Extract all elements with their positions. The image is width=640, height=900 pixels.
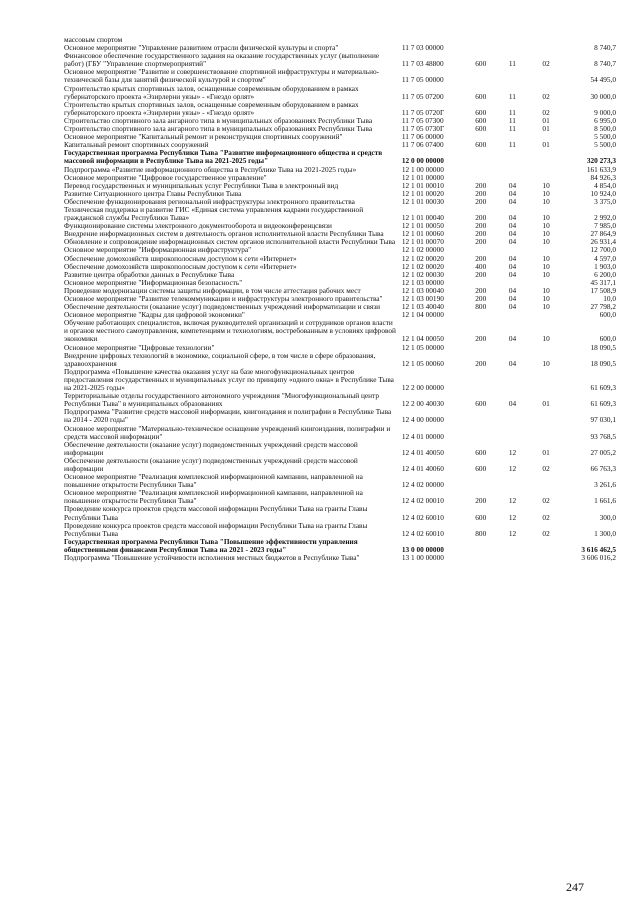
row-section: 12 xyxy=(508,463,517,473)
row-code: 11 7 03 00000 xyxy=(401,43,444,53)
row-name: массовым спортом xyxy=(64,35,123,44)
table-row xyxy=(64,85,616,101)
row-name: Строительство спортивного зала ангарного типа в муниципальных образованиях Республики Тыва xyxy=(64,115,373,125)
row-code: 12 1 01 00020 xyxy=(401,188,444,198)
row-expense-type: 200 xyxy=(475,358,487,368)
row-code: 12 1 03 00040 xyxy=(401,285,444,295)
row-section xyxy=(507,149,541,165)
row-name: Обеспечение деятельности (оказание услуг) подведомственных учреждений средств массовой информации xyxy=(64,439,358,457)
row-name: Финансовое обеспечение государственного задания на оказание государственных услуг (выполнение работ) (ГБУ "Управление спортмероприятий" xyxy=(64,51,380,69)
row-amount: 27 005,2 xyxy=(590,447,616,457)
row-code: 13 1 00 00000 xyxy=(401,553,444,562)
row-subsection xyxy=(540,368,574,392)
row-section: 11 xyxy=(508,140,516,150)
row-name: Основное мероприятие "Цифровые технологии" xyxy=(64,342,215,352)
row-name: Основное мероприятие "Материально-техническое оснащение учреждений книгоиздания, полиграфии и средств массовой информации" xyxy=(64,423,391,441)
page-number: 247 xyxy=(566,880,584,894)
row-code: 12 4 02 00000 xyxy=(401,480,444,490)
row-section: 04 xyxy=(508,399,517,409)
row-expense-type: 600 xyxy=(475,107,487,117)
row-expense-type: 600 xyxy=(475,59,487,69)
row-expense-type xyxy=(473,311,507,319)
row-expense-type xyxy=(473,68,507,84)
row-name: Обеспечение домохозяйств широкополосным доступом к сети «Интернет» xyxy=(64,261,297,271)
row-section xyxy=(507,344,541,352)
row-expense-type: 600 xyxy=(475,447,487,457)
budget-table-body xyxy=(64,36,616,562)
row-name: Основное мероприятие "Управление развитием отрасли физической культуры и спорта" xyxy=(64,43,339,53)
row-subsection: 01 xyxy=(542,399,550,409)
row-subsection: 02 xyxy=(542,528,550,538)
row-section: 04 xyxy=(508,237,517,247)
row-expense-type xyxy=(473,149,507,165)
row-code: 12 1 01 00070 xyxy=(401,237,444,247)
row-amount: 300,0 xyxy=(599,512,616,522)
row-subsection: 10 xyxy=(542,358,550,368)
row-subsection: 02 xyxy=(542,91,550,101)
table-row xyxy=(64,408,616,424)
row-amount: 8 740,7 xyxy=(594,43,616,53)
row-name: Подпрограмма "Развитие средств массовой информации, книгоиздания и полиграфии в Республике Тыва на 2014 - 2020 годы" xyxy=(64,407,392,425)
row-expense-type: 200 xyxy=(475,229,487,239)
row-expense-type: 200 xyxy=(475,294,487,303)
row-expense-type xyxy=(473,425,507,441)
row-name: Техническая поддержка и развитие ГИС «Единая система управления кадрами государственной гражданской службы Республики Тыва» xyxy=(64,204,364,223)
row-amount: 10 924,0 xyxy=(590,188,616,198)
row-name: Основное мероприятие "Развитие и совершенствование спортивной инфраструктуры и материально-технической базы для занятий физической культурой и спортом" xyxy=(64,67,380,85)
row-subsection: 10 xyxy=(542,213,550,223)
row-name: Основное мероприятие "Реализация комплексной информационной кампании, направленной на повышение открытости Республики Тыва" xyxy=(64,472,363,490)
table-row xyxy=(64,554,616,562)
row-section: 11 xyxy=(508,124,516,134)
row-amount: 4 597,0 xyxy=(594,253,616,263)
row-expense-type: 200 xyxy=(475,334,487,344)
row-code: 12 1 01 00060 xyxy=(401,229,444,239)
row-amount: 61 609,3 xyxy=(590,383,616,393)
row-name: Проведение конкурса проектов средств массовой информации Республики Тыва на гранты Главы Республики Тыва xyxy=(64,504,368,522)
row-name: Развитие Ситуационного центра Главы Республики Тыва xyxy=(64,188,242,198)
row-subsection: 02 xyxy=(542,463,550,473)
row-subsection: 10 xyxy=(542,229,550,239)
row-expense-type xyxy=(473,344,507,352)
row-name: Обновление и сопровождение информационных систем органов исполнительной власти Республики Тыва xyxy=(64,237,396,247)
row-amount: 4 854,0 xyxy=(594,180,616,190)
row-amount: 18 090,5 xyxy=(590,358,616,368)
row-expense-type xyxy=(473,408,507,424)
row-name: Основное мероприятие "Капитальный ремонт и реконструкция спортивных сооружений" xyxy=(64,132,343,142)
row-section: 12 xyxy=(508,496,517,506)
row-name: Развитие центра обработки данных в Республике Тыва xyxy=(64,269,235,279)
row-amount: 1 903,0 xyxy=(594,261,616,271)
row-section xyxy=(507,425,541,441)
row-section: 04 xyxy=(508,334,517,344)
row-code: 11 7 05 0720Г xyxy=(401,107,445,117)
row-name: Обеспечение деятельности (оказание услуг) подведомственных учреждений средств массовой информации xyxy=(64,455,358,473)
row-code: 12 1 02 00030 xyxy=(401,269,444,279)
row-amount: 26 931,4 xyxy=(590,237,616,247)
table-row xyxy=(64,352,616,368)
row-subsection xyxy=(540,149,574,165)
row-name: Проведение конкурса проектов средств массовой информации Республики Тыва на гранты Главы Республики Тыва xyxy=(64,520,368,538)
row-subsection: 10 xyxy=(542,221,550,231)
row-subsection: 10 xyxy=(542,261,550,271)
row-section: 11 xyxy=(508,107,516,117)
row-amount: 17 508,9 xyxy=(590,285,616,295)
row-expense-type xyxy=(473,166,507,174)
row-code: 12 4 02 00010 xyxy=(401,496,444,506)
row-name: Основное мероприятие "Информационная инфраструктура" xyxy=(64,245,252,255)
row-section: 04 xyxy=(508,261,517,271)
row-name: Подпрограмма "Повышение устойчивости исполнения местных бюджетов в Республике Тыва" xyxy=(64,553,360,562)
row-name: Основное мероприятие "Цифровое государственное управление" xyxy=(64,172,267,182)
row-amount: 45 317,1 xyxy=(590,277,616,287)
row-name: Проведение модернизации системы защиты информации, в том числе аттестация рабочих мест xyxy=(64,285,361,295)
row-subsection: 10 xyxy=(542,180,550,190)
row-amount: 6 995,0 xyxy=(594,115,616,125)
row-code: 11 7 05 07200 xyxy=(401,91,444,101)
row-expense-type: 200 xyxy=(475,253,487,263)
row-section: 04 xyxy=(508,302,517,312)
row-code: 11 7 05 0730Г xyxy=(401,124,445,134)
row-amount: 320 273,3 xyxy=(586,156,616,166)
row-amount: 18 090,5 xyxy=(590,342,616,352)
row-expense-type: 600 xyxy=(475,115,487,125)
table-row xyxy=(64,425,616,441)
row-amount: 27 798,2 xyxy=(590,302,616,312)
row-subsection: 10 xyxy=(542,294,550,303)
row-name: Обеспечение деятельности (оказание услуг) подведомственных учреждений информатизации и связи xyxy=(64,302,381,312)
row-amount: 30 000,0 xyxy=(590,91,616,101)
budget-table xyxy=(64,36,616,562)
row-code: 12 1 02 00020 xyxy=(401,261,444,271)
row-name: Территориальные отделы государственного автономного учреждения "Многофункциональный центр Республики Тыва" в муниципальных образованиях xyxy=(64,391,379,409)
row-section: 04 xyxy=(508,221,517,231)
row-section xyxy=(507,44,541,52)
row-name: Основное мероприятие "Кадры для цифровой экономики" xyxy=(64,310,245,320)
row-subsection xyxy=(540,36,574,44)
table-row xyxy=(64,505,616,521)
row-subsection xyxy=(540,44,574,52)
table-row xyxy=(64,319,616,343)
row-code: 11 7 06 00000 xyxy=(401,132,444,142)
row-amount: 1 300,0 xyxy=(594,528,616,538)
row-amount: 97 030,1 xyxy=(590,415,616,425)
row-name: Обучение работающих специалистов, включая руководителей организаций и сотрудников органов власти и органов местного самоуправления, компетенциям и технологиям, востребованным в условиях цифровой экономики xyxy=(64,318,396,344)
row-section xyxy=(507,538,541,554)
row-expense-type: 600 xyxy=(475,91,487,101)
row-section: 12 xyxy=(508,512,517,522)
row-subsection: 02 xyxy=(542,107,550,117)
row-section: 04 xyxy=(508,229,517,239)
row-code: 12 2 00 40030 xyxy=(401,399,444,409)
row-subsection: 10 xyxy=(542,188,550,198)
row-expense-type: 600 xyxy=(475,512,487,522)
row-subsection xyxy=(540,311,574,319)
row-subsection: 01 xyxy=(542,447,550,457)
table-row xyxy=(64,68,616,84)
row-section xyxy=(507,166,541,174)
table-row xyxy=(64,368,616,392)
row-code: 12 4 01 40050 xyxy=(401,447,444,457)
row-section xyxy=(507,368,541,392)
row-subsection xyxy=(540,408,574,424)
row-amount: 3 606 016,2 xyxy=(581,553,616,562)
row-expense-type: 200 xyxy=(475,196,487,206)
row-expense-type: 200 xyxy=(475,180,487,190)
row-amount: 12 700,0 xyxy=(590,245,616,255)
row-name: Подпрограмма «Развитие информационного общества в Республике Тыва на 2021-2025 годы» xyxy=(64,164,357,174)
row-expense-type xyxy=(473,473,507,489)
row-code: 11 7 06 07400 xyxy=(401,140,444,150)
row-section: 04 xyxy=(508,294,517,303)
row-section: 04 xyxy=(508,180,517,190)
row-amount: 27 864,9 xyxy=(590,229,616,239)
row-subsection xyxy=(540,554,574,562)
row-expense-type xyxy=(473,368,507,392)
row-name: Перевод государственных и муниципальных услуг Республики Тыва в электронный вид xyxy=(64,180,339,190)
row-code: 12 1 01 00000 xyxy=(401,172,444,182)
table-row xyxy=(64,457,616,473)
row-expense-type: 800 xyxy=(475,302,487,312)
row-subsection: 10 xyxy=(542,269,550,279)
table-row xyxy=(64,441,616,457)
row-amount: 8 500,0 xyxy=(594,124,616,134)
row-expense-type: 400 xyxy=(475,261,487,271)
row-amount: 61 609,3 xyxy=(590,399,616,409)
row-name: Строительство спортивного зала ангарного типа в муниципальных образованиях Республики Тыва xyxy=(64,124,373,134)
row-subsection: 01 xyxy=(542,124,550,134)
row-name: Основное мероприятие "Реализация комплексной информационной кампании, направленной на повышение открытости Республики Тыва" xyxy=(64,488,363,506)
row-code: 12 1 04 00000 xyxy=(401,310,444,320)
row-expense-type: 200 xyxy=(475,188,487,198)
row-amount: 5 500,0 xyxy=(594,140,616,150)
row-name: Строительство крытых спортивных залов, оснащенные современным оборудованием в рамках губернаторского проекта «Эзирлерни уязы» - «Гнездо орлят» xyxy=(64,99,359,117)
row-section: 04 xyxy=(508,358,517,368)
row-section: 04 xyxy=(508,188,517,198)
budget-table-page xyxy=(64,36,616,562)
row-amount: 161 633,9 xyxy=(586,164,616,174)
row-code: 12 1 01 00050 xyxy=(401,221,444,231)
row-expense-type xyxy=(473,44,507,52)
row-code: 12 1 01 00030 xyxy=(401,196,444,206)
row-amount: 54 495,0 xyxy=(590,75,616,85)
row-expense-type: 800 xyxy=(475,528,487,538)
row-subsection: 10 xyxy=(542,334,550,344)
row-code: 12 0 00 00000 xyxy=(401,156,444,166)
table-row xyxy=(64,392,616,408)
row-code: 12 1 05 00060 xyxy=(401,358,444,368)
row-subsection: 10 xyxy=(542,302,550,312)
row-name: Строительство крытых спортивных залов, оснащенные современным оборудованием в рамках губернаторского проекта «Эзирлерни уязы» - «Гнездо орлят» xyxy=(64,83,359,101)
row-name: Основное мероприятие "Информационная безопасность" xyxy=(64,277,243,287)
row-code: 12 4 01 40060 xyxy=(401,463,444,473)
table-row xyxy=(64,206,616,222)
row-code: 12 1 04 00050 xyxy=(401,334,444,344)
table-row xyxy=(64,149,616,165)
row-section: 12 xyxy=(508,447,517,457)
table-row xyxy=(64,52,616,68)
row-code: 12 4 01 00000 xyxy=(401,431,444,441)
row-amount: 600,0 xyxy=(599,310,616,320)
row-code: 12 1 05 00000 xyxy=(401,342,444,352)
row-code: 12 2 00 00000 xyxy=(401,383,444,393)
table-row xyxy=(64,489,616,505)
row-amount: 66 763,3 xyxy=(590,463,616,473)
row-name: Капитальный ремонт спортивных сооружений xyxy=(64,140,209,150)
row-code: 11 7 05 00000 xyxy=(401,75,444,85)
row-name: Обеспечение домохозяйств широкополосным доступом к сети «Интернет» xyxy=(64,253,297,263)
row-subsection xyxy=(540,538,574,554)
row-subsection xyxy=(540,473,574,489)
row-code: 12 1 03 00000 xyxy=(401,277,444,287)
row-section: 11 xyxy=(508,91,516,101)
row-expense-type: 600 xyxy=(475,124,487,134)
row-amount: 3 261,6 xyxy=(594,480,616,490)
row-name: Обеспечение функционирования региональной инфраструктуры электронного правительства xyxy=(64,196,355,206)
row-subsection: 10 xyxy=(542,253,550,263)
row-code: 12 1 01 00040 xyxy=(401,213,444,223)
row-section xyxy=(507,554,541,562)
row-name: Государственная программа Республики Тыва "Развитие информационного общества и средств массовой информации в Республике Тыва на 2021-2025 годы" xyxy=(64,148,383,166)
row-subsection: 01 xyxy=(542,115,550,125)
row-section: 11 xyxy=(508,115,516,125)
row-amount: 3 616 462,5 xyxy=(581,544,616,554)
row-name: Внедрение информационных систем в деятельность органов исполнительной власти Республики Тыва xyxy=(64,229,384,239)
row-subsection: 10 xyxy=(542,196,550,206)
row-subsection xyxy=(540,68,574,84)
row-amount: 6 200,0 xyxy=(594,269,616,279)
row-amount: 3 375,0 xyxy=(594,196,616,206)
row-expense-type: 200 xyxy=(475,285,487,295)
row-section: 11 xyxy=(508,59,516,69)
row-code: 12 4 02 60010 xyxy=(401,528,444,538)
row-code: 12 4 02 60010 xyxy=(401,512,444,522)
row-section xyxy=(507,311,541,319)
table-row xyxy=(64,522,616,538)
row-expense-type: 200 xyxy=(475,213,487,223)
table-row xyxy=(64,101,616,117)
row-amount: 5 500,0 xyxy=(594,132,616,142)
row-amount: 600,0 xyxy=(599,334,616,344)
row-code: 11 7 05 07300 xyxy=(401,115,444,125)
row-name: Внедрение цифровых технологий в экономике, социальной сфере, в том числе в сфере образования, здравоохранения xyxy=(64,350,376,368)
row-code: 12 1 03 00190 xyxy=(401,294,444,303)
row-section xyxy=(507,408,541,424)
row-amount: 84 926,3 xyxy=(590,172,616,182)
row-expense-type: 200 xyxy=(475,269,487,279)
row-expense-type xyxy=(473,36,507,44)
row-amount: 7 985,0 xyxy=(594,221,616,231)
row-subsection: 10 xyxy=(542,237,550,247)
row-amount: 1 661,6 xyxy=(594,496,616,506)
row-subsection: 02 xyxy=(542,496,550,506)
row-amount: 9 000,0 xyxy=(594,107,616,117)
row-code: 12 1 00 00000 xyxy=(401,164,444,174)
row-amount: 10,0 xyxy=(603,294,616,303)
row-code: 12 1 02 00020 xyxy=(401,253,444,263)
row-expense-type: 200 xyxy=(475,496,487,506)
row-section: 04 xyxy=(508,269,517,279)
row-amount: 2 992,0 xyxy=(594,213,616,223)
row-subsection xyxy=(540,166,574,174)
row-name: Государственная программа Республики Тыва "Повышение эффективности управления общественными финансами Республики Тыва на 2021 - 2023 годы" xyxy=(64,536,358,554)
row-code: 12 4 00 00000 xyxy=(401,415,444,425)
row-subsection: 02 xyxy=(542,512,550,522)
row-subsection xyxy=(540,344,574,352)
row-section: 04 xyxy=(508,253,517,263)
row-section: 04 xyxy=(508,285,517,295)
row-section xyxy=(507,36,541,44)
table-row xyxy=(64,473,616,489)
row-subsection xyxy=(540,425,574,441)
row-expense-type: 600 xyxy=(475,463,487,473)
row-section: 12 xyxy=(508,528,517,538)
row-expense-type: 600 xyxy=(475,399,487,409)
row-code: 12 1 01 00010 xyxy=(401,180,444,190)
row-expense-type: 200 xyxy=(475,237,487,247)
row-subsection: 02 xyxy=(542,59,550,69)
row-code: 12 1 03 40040 xyxy=(401,302,444,312)
row-code: 12 1 02 00000 xyxy=(401,245,444,255)
row-name: Функционирование системы электронного документооборота и видеоконференцсвязи xyxy=(64,221,332,231)
row-name: Подпрограмма «Повышение качества оказания услуг на базе многофункциональных центров предоставления государственных и муниципальных услуг по принципу «одного окна» в Республике Тыва на 2021-2025 годы» xyxy=(64,366,394,393)
row-expense-type: 200 xyxy=(475,221,487,231)
row-amount: 93 768,5 xyxy=(590,431,616,441)
table-row xyxy=(64,538,616,554)
row-subsection: 10 xyxy=(542,285,550,295)
row-expense-type xyxy=(473,538,507,554)
row-code: 11 7 03 48800 xyxy=(401,59,444,69)
row-expense-type xyxy=(473,554,507,562)
row-expense-type: 600 xyxy=(475,140,487,150)
row-code: 13 0 00 00000 xyxy=(401,544,444,554)
row-section xyxy=(507,473,541,489)
row-section: 04 xyxy=(508,196,517,206)
row-section xyxy=(507,68,541,84)
row-amount: 8 740,7 xyxy=(594,59,616,69)
row-name: Основное мероприятие "Развитие телекоммуникации и инфраструктуры электронного правительства" xyxy=(64,294,383,303)
row-subsection: 01 xyxy=(542,140,550,150)
row-section: 04 xyxy=(508,213,517,223)
